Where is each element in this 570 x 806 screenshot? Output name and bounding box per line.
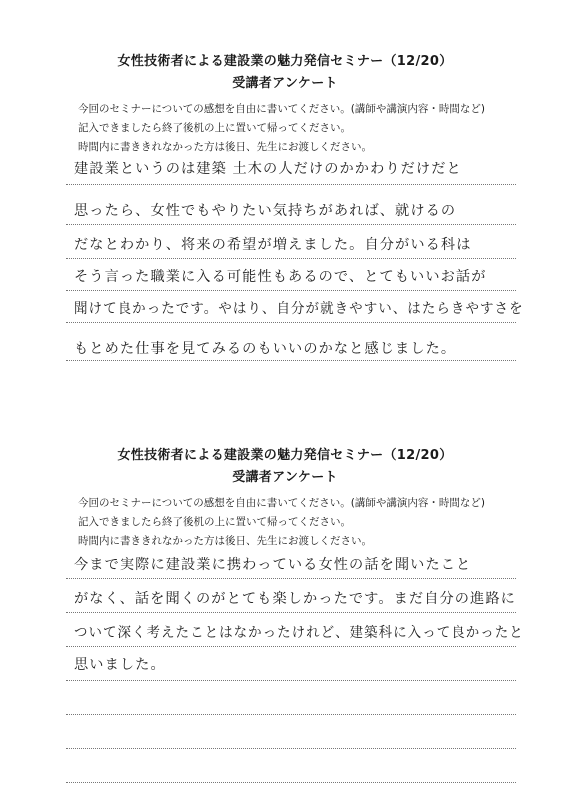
ruled-line <box>66 782 516 783</box>
ruled-line <box>66 224 516 225</box>
form-subtitle: 受講者アンケート <box>232 76 338 91</box>
instruction-line: 時間内に書ききれなかった方は後日、先生にお渡しください。 <box>78 141 372 153</box>
instruction-line: 今回のセミナーについての感想を自由に書いてください。(講師や講演内容・時間など) <box>78 497 485 509</box>
ruled-line <box>66 578 516 579</box>
handwritten-answer-line: 思いました。 <box>74 657 166 673</box>
handwritten-answer-line: 聞けて良かったです。やはり、自分が就きやすい、はたらきやすさを <box>74 301 524 317</box>
instruction-line: 記入できましたら終了後机の上に置いて帰ってください。 <box>78 122 351 134</box>
instruction-line: 記入できましたら終了後机の上に置いて帰ってください。 <box>78 516 351 528</box>
ruled-line <box>66 360 516 361</box>
ruled-line <box>66 646 516 647</box>
ruled-line <box>66 258 516 259</box>
form-subtitle: 受講者アンケート <box>232 470 338 485</box>
ruled-line <box>66 184 516 185</box>
ruled-line <box>66 290 516 291</box>
handwritten-answer-line: 今まで実際に建設業に携わっている女性の話を聞いたこと <box>74 557 472 573</box>
ruled-line <box>66 612 516 613</box>
handwritten-answer-line: だなとわかり、将来の希望が増えました。自分がいる科は <box>74 237 472 253</box>
form-title: 女性技術者による建設業の魅力発信セミナー（12/20） <box>117 54 453 69</box>
handwritten-answer-line: そう言った職業に入る可能性もあるので、とてもいいお話が <box>74 269 487 285</box>
ruled-line <box>66 680 516 681</box>
handwritten-answer-line: もとめた仕事を見てみるのもいいのかなと感じました。 <box>74 341 457 357</box>
ruled-line <box>66 322 516 323</box>
handwritten-answer-line: 思ったら、女性でもやりたい気持ちがあれば、就けるの <box>74 203 457 219</box>
ruled-line <box>66 714 516 715</box>
handwritten-answer-line: ついて深く考えたことはなかったけれど、建築科に入って良かったと <box>74 625 524 641</box>
instruction-line: 時間内に書ききれなかった方は後日、先生にお渡しください。 <box>78 535 372 547</box>
ruled-line <box>66 748 516 749</box>
handwritten-answer-line: がなく、話を聞くのがとても楽しかったです。まだ自分の進路に <box>74 591 516 607</box>
instruction-line: 今回のセミナーについての感想を自由に書いてください。(講師や講演内容・時間など) <box>78 103 485 115</box>
handwritten-answer-line: 建設業というのは建築 土木の人だけのかかわりだけだと <box>74 161 462 177</box>
form-title: 女性技術者による建設業の魅力発信セミナー（12/20） <box>117 448 453 463</box>
